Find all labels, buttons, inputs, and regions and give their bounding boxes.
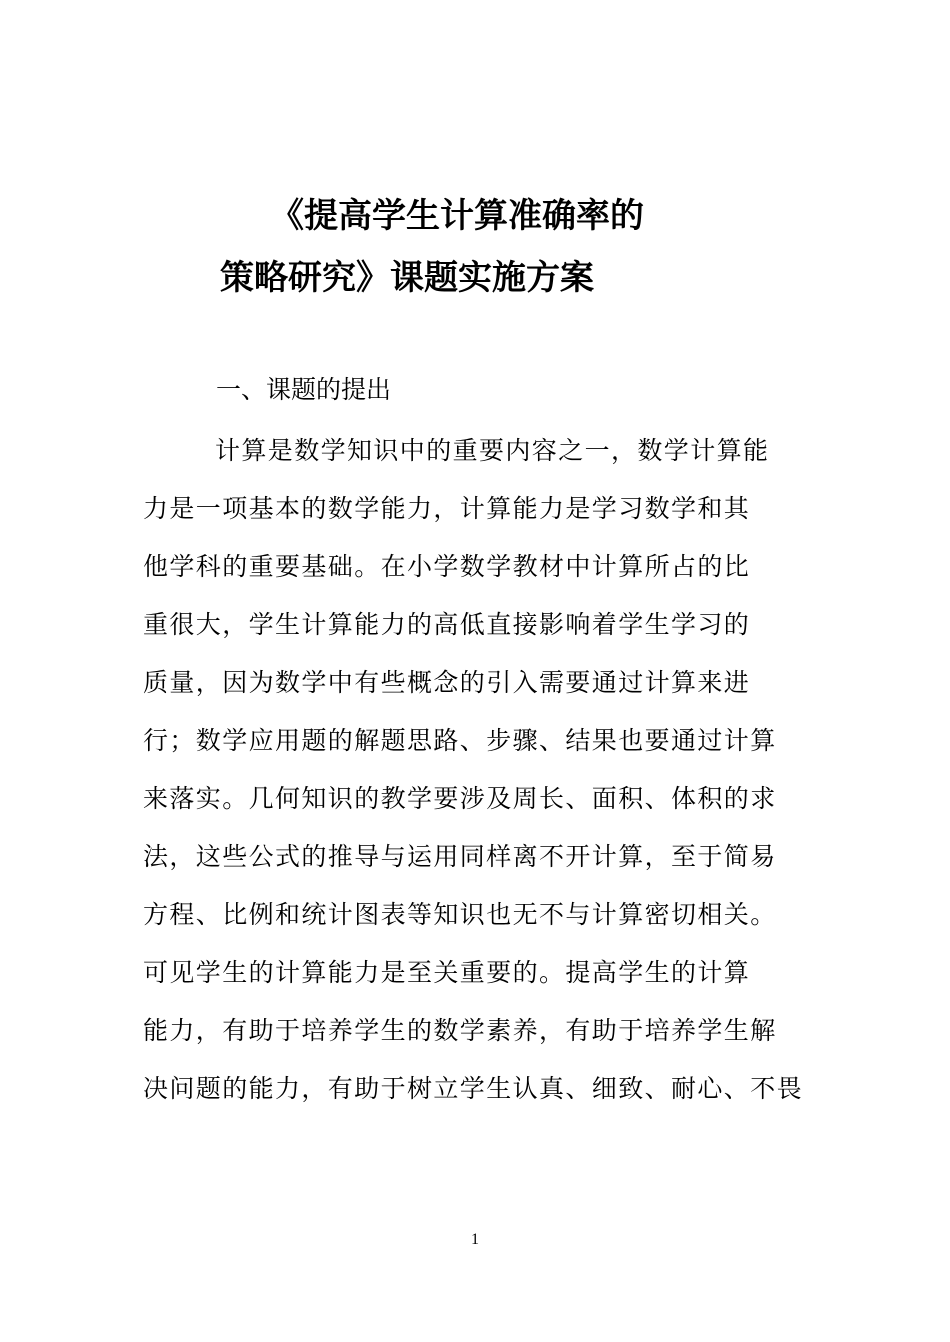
paragraph-line: 来落实。几何知识的教学要涉及周长、面积、体积的求: [143, 784, 777, 813]
paragraph-line: 方程、比例和统计图表等知识也无不与计算密切相关。: [143, 900, 777, 929]
paragraph-line: 质量，因为数学中有些概念的引入需要通过计算来进: [143, 668, 751, 697]
title-line-2: 策略研究》课题实施方案: [220, 258, 594, 298]
paragraph-line: 他学科的重要基础。在小学数学教材中计算所占的比: [143, 552, 751, 581]
paragraph-line: 法，这些公式的推导与运用同样离不开计算，至于简易: [143, 842, 777, 871]
paragraph-line: 计算是数学知识中的重要内容之一，数学计算能: [215, 436, 770, 465]
body-paragraph: [143, 428, 823, 1124]
paragraph-line: 决问题的能力，有助于树立学生认真、细致、耐心、不畏: [143, 1074, 804, 1103]
section-heading: 一、课题的提出: [216, 375, 392, 404]
paragraph-line: 力是一项基本的数学能力，计算能力是学习数学和其: [143, 494, 751, 523]
paragraph-line: 重很大，学生计算能力的高低直接影响着学生学习的: [143, 610, 751, 639]
paragraph-line: 行；数学应用题的解题思路、步骤、结果也要通过计算: [143, 726, 777, 755]
paragraph-line: 能力，有助于培养学生的数学素养，有助于培养学生解: [143, 1016, 777, 1045]
page-number: 1: [471, 1231, 479, 1248]
paragraph-line: 可见学生的计算能力是至关重要的。提高学生的计算: [143, 958, 751, 987]
title-line-1: 《提高学生计算准确率的: [270, 196, 644, 236]
